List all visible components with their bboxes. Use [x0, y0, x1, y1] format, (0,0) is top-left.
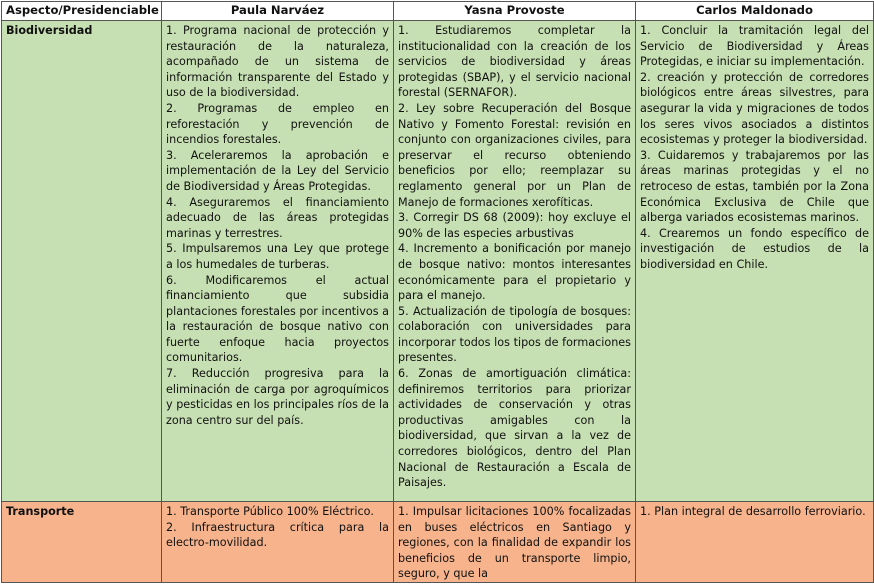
proposal-cell-maldonado	[636, 21, 874, 502]
proposal-item: 1. Impulsar licitaciones 100% focalizadas en buses eléctricos en Santiago y regiones, con la finalidad de expandir los beneficios de un transporte limpio, seguro, y que la	[398, 505, 631, 581]
proposal-cell-maldonado	[636, 502, 874, 583]
header-aspect: Aspecto/Presidenciable	[2, 2, 162, 21]
proposal-item: 3. Cuidaremos y trabajaremos por las áreas marinas protegidas y el no retroceso de estas, también por la Zona Económica Exclusiva de Chile que alberga variados ecosistemas marinos.	[640, 148, 869, 225]
proposal-item: 5. Impulsaremos una Ley que protege a los humedales de turberas.	[166, 242, 389, 271]
proposal-item: 2. Programas de empleo en reforestación y prevención de incendios forestales.	[166, 101, 389, 147]
proposal-item: 1. Transporte Público 100% Eléctrico.	[166, 505, 374, 518]
proposal-item: 6. Modificaremos el actual financiamiento que subsidia plantaciones forestales por incentivos a la restauración de bosque nativo con fuerte enfoque hacia proyectos comunitarios.	[166, 273, 389, 365]
proposal-item: 2. creación y protección de corredores biológicos entre áreas silvestres, para asegurar la vida y migraciones de todos los seres vivos asociados a distintos ecosistemas y proteger la biodiversidad.	[640, 70, 869, 147]
proposal-item: 3. Aceleraremos la aprobación e implementación de la Ley del Servicio de Biodiversidad y Áreas Protegidas.	[166, 148, 389, 193]
header-yasna-provoste: Yasna Provoste	[394, 2, 636, 21]
proposal-item: 1. Programa nacional de protección y restauración de la naturaleza, acompañado de un sistema de información transparente del Estado y uso de la biodiversidad.	[166, 24, 389, 100]
proposal-item: 1. Estudiaremos completar la institucionalidad con la creación de los servicios de biodiversidad y áreas protegidas (SBAP), y el servicio nacional forestal (SERNAFOR).	[398, 24, 631, 100]
aspect-cell: Transporte	[2, 502, 162, 583]
row-transporte	[2, 502, 874, 583]
aspect-cell: Biodiversidad	[2, 21, 162, 502]
proposal-item: 1. Concluir la tramitación legal del Servicio de Biodiversidad y Áreas Protegidas, e iniciar su implementación.	[640, 24, 869, 69]
header-carlos-maldonado: Carlos Maldonado	[636, 2, 874, 21]
comparison-table	[1, 1, 874, 583]
proposal-cell-narvaez	[162, 502, 394, 583]
row-biodiversidad	[2, 21, 874, 502]
proposal-item: 1. Plan integral de desarrollo ferroviario.	[640, 505, 866, 518]
proposal-item: 2. Infraestructura crítica para la electro-movilidad.	[166, 520, 389, 550]
proposal-cell-provoste	[394, 502, 636, 583]
proposal-item: 2. Ley sobre Recuperación del Bosque Nativo y Fomento Forestal: revisión en conjunto con organizaciones civiles, para preservar el recurso obteniendo beneficios por ello; reemplazar su reglamento general por un Plan de Manejo de formaciones xerofíticas.	[398, 101, 631, 209]
proposal-cell-provoste	[394, 21, 636, 502]
proposal-cell-narvaez	[162, 21, 394, 502]
header-paula-narvaez: Paula Narváez	[162, 2, 394, 21]
header-row	[2, 2, 874, 21]
proposal-item: 5. Actualización de tipología de bosques: colaboración con universidades para incorporar todos los tipos de formaciones presentes.	[398, 304, 631, 365]
proposal-item: 7. Reducción progresiva para la eliminación de carga por agroquímicos y pesticidas en los principales ríos de la zona centro sur del país.	[166, 367, 389, 427]
proposal-item: 6. Zonas de amortiguación climática: definiremos territorios para priorizar actividades de conservación y otras productivas amigables con la biodiversidad, que sirvan a la vez de corredores biológicos, dentro del Plan Nacional de Restauración a Escala de Paisajes.	[398, 367, 631, 490]
proposal-item: 4. Crearemos un fondo específico de investigación de estudios de la biodiversidad en Chile.	[640, 226, 869, 271]
proposal-item: 4. Incremento a bonificación por manejo de bosque nativo: montos interesantes económicamente para el propietario y para el manejo.	[398, 242, 631, 303]
proposal-item: 3. Corregir DS 68 (2009): hoy excluye el 90% de las especies arbustivas	[398, 211, 631, 240]
proposal-item: 4. Aseguraremos el financiamiento adecuado de las áreas protegidas marinas y terrestres.	[166, 195, 389, 240]
